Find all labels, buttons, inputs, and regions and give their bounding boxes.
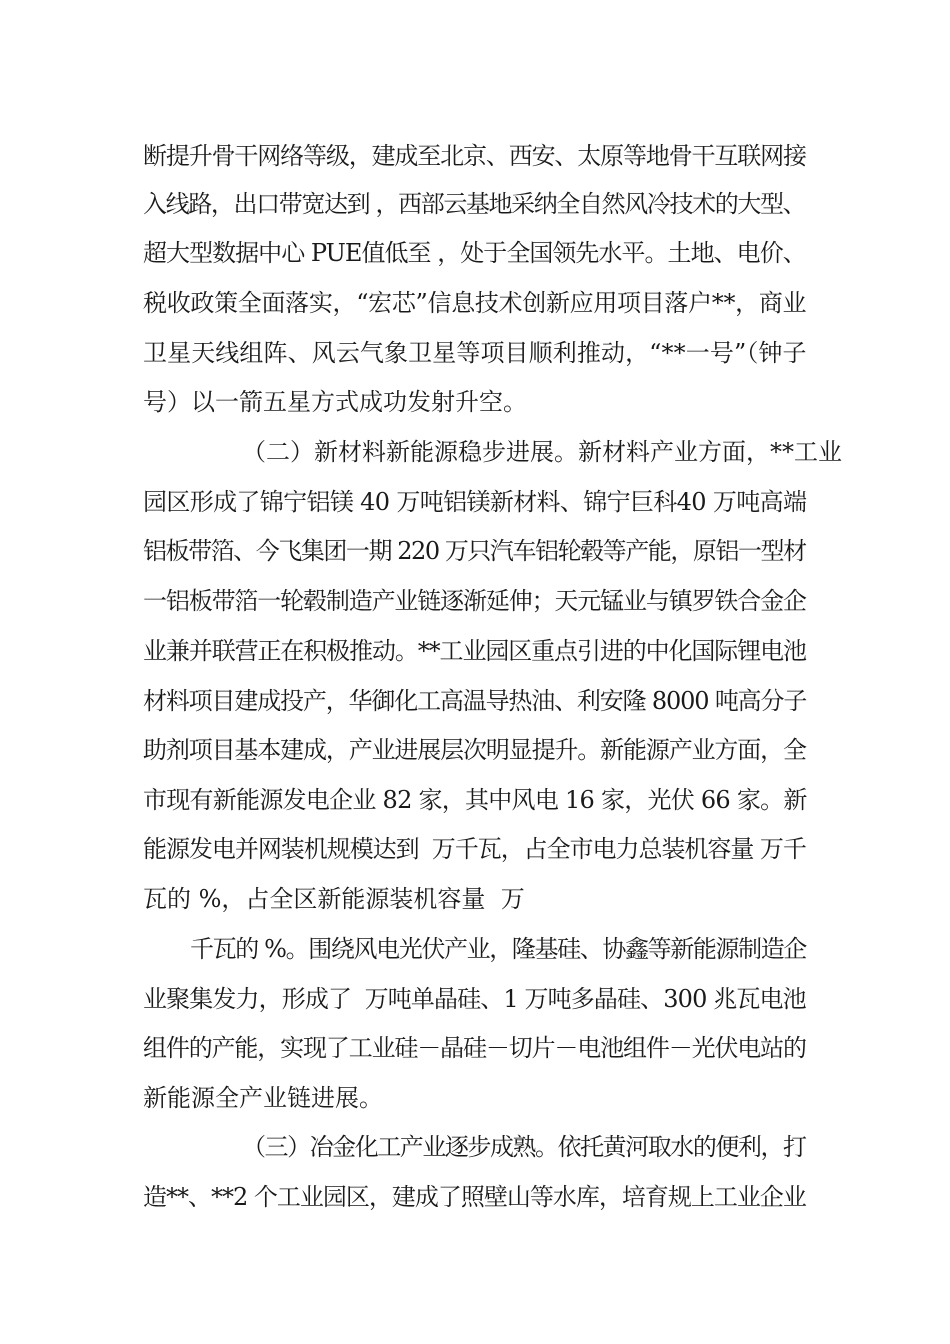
text-line: 助剂项目基本建成，产业进展层次明显提升。新能源产业方面，全	[143, 736, 806, 764]
text-line: 园区形成了锦宁铝镁 40 万吨铝镁新材料、锦宁巨科40 万吨高端	[143, 488, 807, 516]
text-line: 新能源全产业链进展。	[143, 1084, 383, 1112]
text-line: 税收政策全面落实，“宏芯”信息技术创新应用项目落户**，商业	[143, 289, 807, 317]
text-line: 材料项目建成投产，华御化工高温导热油、利安隆 8000 吨高分子	[143, 687, 807, 715]
text-line: 瓦的 %，占全区新能源装机容量 万	[143, 885, 525, 913]
paragraph-heading-line: （二）新材料新能源稳步进展。新材料产业方面，**工业	[242, 438, 842, 466]
text-line: 入线路，出口带宽达到 ，西部云基地采纳全自然风冷技术的大型、	[143, 190, 806, 218]
text-line: 一铝板带箔一轮毂制造产业链逐渐延伸；天元锰业与镇罗铁合金企	[143, 587, 806, 615]
paragraph-heading-line: （三）冶金化工产业逐步成熟。依托黄河取水的便利，打	[242, 1133, 806, 1161]
text-line: 号）以一箭五星方式成功发射升空。	[143, 388, 527, 416]
text-line: 铝板带箔、今飞集团一期 220 万只汽车铝轮毂等产能，原铝一型材	[143, 537, 806, 565]
text-line: 组件的产能，实现了工业硅－晶硅－切片－电池组件－光伏电站的	[143, 1034, 806, 1062]
text-line: 业聚集发力，形成了 万吨单晶硅、1 万吨多晶硅、300 兆瓦电池	[143, 985, 806, 1013]
text-line: 卫星天线组阵、风云气象卫星等项目顺利推动，“**一号”（钟子	[143, 339, 807, 367]
text-line: 能源发电并网装机规模达到 万千瓦，占全市电力总装机容量 万千	[143, 835, 806, 863]
text-line: 千瓦的 %。围绕风电光伏产业，隆基硅、协鑫等新能源制造企	[190, 935, 807, 963]
text-line: 超大型数据中心 PUE值低至 ，处于全国领先水平。土地、电价、	[143, 239, 806, 267]
text-line: 造**、**2 个工业园区，建成了照壁山等水库，培育规上工业企业	[143, 1183, 806, 1211]
text-line: 断提升骨干网络等级，建成至北京、西安、太原等地骨干互联网接	[143, 142, 806, 170]
text-line: 市现有新能源发电企业 82 家，其中风电 16 家，光伏 66 家。新	[143, 786, 807, 814]
text-line: 业兼并联营正在积极推动。**工业园区重点引进的中化国际锂电池	[143, 637, 806, 665]
